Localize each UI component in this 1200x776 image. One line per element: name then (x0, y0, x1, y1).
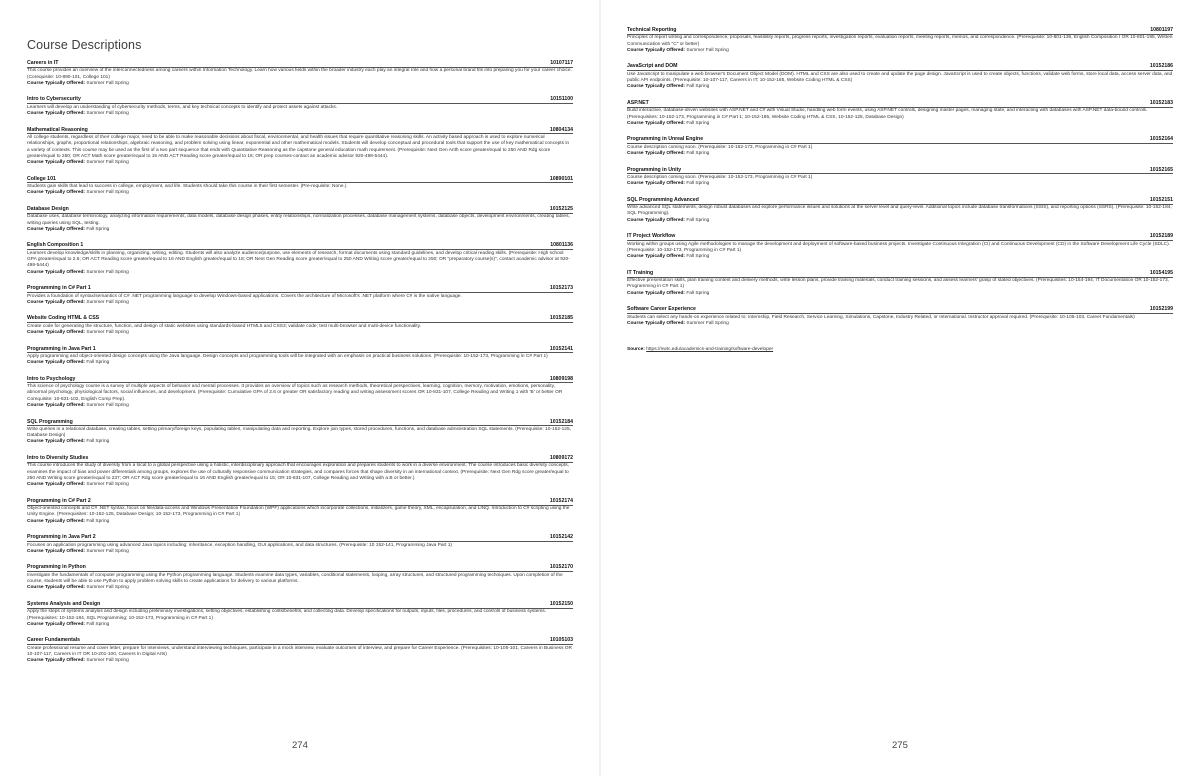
course-offered-line (27, 111, 573, 117)
course-code: 10804134 (549, 126, 573, 133)
course-entry (627, 197, 1173, 224)
course-header (27, 564, 573, 572)
course-offered-line (627, 151, 1173, 157)
source-label: Source: (627, 347, 645, 353)
course-title: College 101 (27, 175, 56, 182)
course-code: 10152150 (549, 600, 573, 607)
offered-label: Course Typically Offered: (627, 217, 686, 223)
course-offered-line (27, 403, 573, 409)
course-description: Students can select any hands-on experience related to: Internship, Field Research, Service Learning, Simulations, Capstone, Industry Related, or International. Instructor approval required. (Prerequisite: 10-105-103, Career Fundamentals) (627, 314, 1135, 320)
course-entry (627, 100, 1173, 127)
course-description: This course introduces the study of diversity from a local to a global perspective using a holistic, interdisciplinary approach that encourages exploration and prepares students to work in a diverse environment. The course introduces basic diversity concepts, examines the impact of bias and power differentials among groups, explores the use of culturally responsive communication strategies, and compares forces that shape diversity in an international context. (Prerequisite: Next Gen Rdg score greater/equal to 250 AND Writing score greater/equal to 237; OR ACT Rdg score greater/equal to 16 AND English greater/equal to 15; OR 10-831-107, College Reading and Writing with a B or better.) (27, 463, 569, 481)
course-code: 10801197 (1150, 27, 1173, 33)
course-header (627, 100, 1173, 108)
course-offered-line (27, 160, 573, 166)
course-offered-line (627, 48, 1173, 54)
offered-terms: Summer Fall Spring (86, 658, 129, 664)
course-offered-line (27, 519, 573, 525)
course-header (627, 27, 1173, 35)
course-header (627, 63, 1173, 71)
course-title: Programming in Python (27, 564, 86, 571)
course-title: Intro to Diversity Studies (27, 455, 89, 462)
course-description: Working within groups using Agile methodologies to manage the development and deployment of software-based business projects. Investigate Continuous Integration (CI) and Continuous Development (CD) in the Software Development Life Cycle (SDLC). (Prerequisite: 10-152-173, Programming in C# Part 1) (627, 241, 1171, 253)
offered-label: Course Typically Offered: (27, 658, 86, 664)
course-code: 10152142 (549, 534, 573, 541)
course-title: SQL Programming Advanced (627, 196, 699, 203)
course-code: 10152174 (549, 497, 573, 504)
page-number: 275 (892, 740, 908, 751)
course-code: 10801136 (550, 242, 573, 249)
course-offered-line (27, 439, 573, 445)
course-title: Programming in Java Part 1 (27, 345, 96, 352)
course-entry (27, 564, 573, 591)
offered-terms: Fall Spring (686, 254, 710, 260)
course-offered-line (27, 190, 573, 196)
course-code: 10154195 (1149, 269, 1173, 276)
course-description: All college students, regardless of their college major, need to be able to make reasonable decisions about fiscal, environmental, and health issues that require quantitative reasoning skills. An activity based approach is used to explore numerical relationships, graphs, proportional relationships, algebraic reasoning, and problem solving using linear, exponential and other mathematical models. Students will develop conceptual and procedural tools that support the use of key mathematical concepts in a variety of contexts. This course may be used as the first of a two part sequence that ends with Quantitative Reasoning as the capstone general education math requirement. (Prerequisite: Next Gen Arith score greater/equal to 250 AND Rdg score greater/equal to 250; OR ACT Math score greater/equal to 15 AND ACT Reading score greater/equal to 16; OR prep courses-contact an academic advisor 920-498-5444). (27, 134, 570, 159)
course-offered-line (627, 291, 1173, 297)
course-title: Programming in C# Part 2 (27, 497, 91, 504)
course-offered-line (627, 181, 1173, 187)
course-header (27, 419, 573, 427)
offered-label: Course Typically Offered: (627, 84, 686, 90)
course-entry (27, 419, 573, 446)
course-title: Mathematical Reasoning (27, 126, 88, 133)
offered-label: Course Typically Offered: (627, 181, 686, 187)
course-entry (27, 534, 573, 555)
course-offered-line (627, 84, 1173, 90)
course-code: 10105103 (549, 637, 573, 644)
offered-terms: Fall Spring (686, 217, 710, 223)
course-header (627, 233, 1173, 241)
course-title: SQL Programming (27, 418, 73, 425)
course-header (27, 176, 573, 184)
course-description: Apply the steps of systems analysis and design including preliminary investigations, setting objectives, establishing costs/benefits, and collecting data. Develop specifications for outputs, inputs, files, procedures, and controls of business systems. (Prerequisites: 10-152-184, SQL Programming; 10-152-173, Programming in C# Part 1) (27, 609, 547, 621)
course-offered-line (627, 218, 1173, 224)
course-title: Software Career Experience (627, 306, 696, 313)
course-title: Career Fundamentals (27, 637, 81, 644)
course-code: 10152125 (549, 205, 573, 212)
course-description: Database uses, database terminology, analyzing information requirements, data models, database design phases, entity relationships, normalization processes, database management systems, database objects, development environments, creating tables, writing queries using SQL, testing. (27, 214, 570, 226)
course-code: 10152164 (1149, 136, 1173, 143)
offered-terms: Summer Fall Spring (86, 190, 129, 196)
course-offered-line (27, 300, 573, 306)
course-code: 10152151 (1149, 196, 1173, 203)
offered-label: Course Typically Offered: (27, 548, 86, 554)
course-title: Programming in Unity (627, 166, 682, 173)
course-entry (627, 167, 1173, 188)
course-code: 10152184 (549, 418, 573, 425)
course-entry (27, 176, 573, 197)
offered-terms: Fall Spring (86, 621, 110, 627)
course-title: Programming in C# Part 1 (27, 285, 91, 292)
course-description: Students gain skills that lead to success in college, employment, and life. Students should take this course in their first semester. (Pre-requisite: None.) (27, 184, 347, 190)
offered-terms: Summer Fall Spring (86, 585, 129, 591)
course-entry (27, 315, 573, 336)
course-code: 10152165 (1149, 166, 1173, 173)
offered-label: Course Typically Offered: (27, 80, 86, 86)
course-header (627, 167, 1173, 175)
offered-terms: Summer Fall Spring (86, 269, 129, 275)
page-gutter (599, 0, 601, 776)
offered-terms: Fall Spring (686, 290, 710, 296)
course-description: Use JavaScript to manipulate a web browser's Document Object Model (DOM). HTML and CSS are also used to create and update the page design. JavaScript is used to create objects, functions, validate web forms, store local data, access server data, and public API endpoints. (Prerequisite: 10-107-117, Careers in IT; 10-152-185, Website Coding HTML & CSS) (627, 71, 1173, 84)
offered-label: Course Typically Offered: (27, 269, 86, 275)
offered-label: Course Typically Offered: (27, 160, 86, 166)
course-offered-line (27, 270, 573, 276)
offered-terms: Fall Spring (686, 151, 710, 157)
course-entry (27, 127, 573, 167)
source-line (627, 347, 1173, 353)
offered-label: Course Typically Offered: (27, 585, 86, 591)
offered-label: Course Typically Offered: (627, 320, 686, 326)
course-header (27, 206, 573, 214)
offered-label: Course Typically Offered: (627, 254, 686, 260)
page-number: 274 (292, 740, 308, 751)
course-header (27, 455, 573, 463)
course-entry (27, 60, 573, 87)
course-header (27, 498, 573, 506)
offered-terms: Summer Fall Spring (86, 482, 129, 488)
course-code: 10152199 (1149, 306, 1173, 313)
course-header (627, 197, 1173, 205)
course-offered-line (27, 330, 573, 336)
course-title: IT Training (627, 269, 654, 276)
course-description: Course description coming soon. (Prerequisite: 10-152-173, Programming in C# Part 1) (627, 174, 813, 180)
course-title: Systems Analysis and Design (27, 600, 101, 607)
course-code: 10152141 (549, 345, 573, 352)
course-title: Programming in Unreal Engine (627, 136, 704, 143)
offered-terms: Summer Fall Spring (86, 80, 129, 86)
course-header (27, 534, 573, 542)
course-title: Intro to Psychology (27, 375, 76, 382)
course-entry (627, 63, 1173, 90)
course-entry (27, 206, 573, 233)
course-entry (27, 498, 573, 525)
offered-terms: Summer Fall Spring (86, 329, 129, 335)
course-code: 10152186 (1149, 63, 1173, 70)
course-entry (27, 346, 573, 367)
offered-terms: Fall Spring (686, 84, 710, 90)
course-title: Careers in IT (27, 60, 59, 66)
course-code: 10809172 (549, 455, 573, 462)
course-entry (27, 376, 573, 409)
right-page (627, 0, 1173, 776)
offered-label: Course Typically Offered: (627, 151, 686, 157)
course-title: JavaScript and DOM (627, 63, 678, 70)
course-description: This science of psychology course is a survey of multiple aspects of behavior and mental processes. It provides an overview of topics such as research methods, theoretical perspectives, learning, cognition, memory, motivation, emotions, personality, abnormal psychology, physiological factors, social influences, and development. (Prerequisite: Cumulative GPA of 2.6 or greater OR satisfactory reading and writing assessment scores OR 10-831-107, College Reading and Writing 1 with 'B' or better OR Corequisite: 10-831-102, English Comp Prep). (27, 384, 563, 402)
course-offered-line (27, 227, 573, 233)
offered-label: Course Typically Offered: (627, 120, 686, 126)
offered-terms: Fall Spring (686, 181, 710, 187)
offered-label: Course Typically Offered: (27, 482, 86, 488)
course-list (27, 60, 573, 674)
left-page (27, 0, 573, 776)
course-entry (27, 637, 573, 664)
course-description: Learners develop knowledge/skills in planning, organizing, writing, editing. Students will also analyze audience/purpose, use elements of research, format documents using standard guidelines, and develop critical reading skills. (Prerequisite: High school GPA greater/equal to 2.6; OR ACT Reading score greater/equal to 16 AND English greater/equal to 18; OR Next Gen Reading score greater/equal to 250 AND Writing score greater/equal to 250; OR "preparatory course(s)", contact academic advisor at 920-498-5444) (27, 250, 570, 269)
course-header (627, 306, 1173, 314)
course-description: Provides a foundation of syntax/semantics of C# .NET programming language to develop Windows-based applications. Covers the architecture of Microsoft's .NET platform where C# is the native language. (27, 293, 462, 299)
source-link[interactable]: https://nwtc.edu/academics-and-training/software-developer (646, 347, 774, 353)
course-offered-line (627, 321, 1173, 327)
course-description: Apply programming and object-oriented design concepts using the Java language. Design concepts and programming tools will be integrated with an emphasis on practical business solutions. (Prerequisite: 10-152-173, Programming in C# Part 1) (27, 353, 548, 359)
course-code: 10152173 (549, 285, 573, 292)
course-title: Technical Reporting (627, 27, 677, 33)
course-title: Website Coding HTML & CSS (27, 315, 100, 322)
offered-label: Course Typically Offered: (27, 299, 86, 305)
course-code: 10809198 (549, 375, 573, 382)
course-header (27, 637, 573, 645)
course-title: Database Design (27, 205, 69, 212)
course-header (27, 346, 573, 354)
offered-label: Course Typically Offered: (27, 111, 86, 117)
course-header (27, 127, 573, 135)
offered-label: Course Typically Offered: (627, 47, 686, 53)
course-header (27, 376, 573, 384)
offered-terms: Summer Fall Spring (86, 402, 129, 408)
offered-terms: Fall Spring (86, 518, 110, 524)
course-entry (27, 96, 573, 117)
offered-label: Course Typically Offered: (627, 290, 686, 296)
course-header (27, 242, 573, 250)
course-offered-line (27, 622, 573, 628)
course-description: Learners will develop an understanding of cybersecurity methods, terms, and key technical concepts to identify and protect assets against attacks. (27, 104, 338, 110)
offered-terms: Fall Spring (86, 439, 110, 445)
course-description: Focuses on application programming using advanced Java topics including: inheritance, exception handling, GUI applications, and data structures. (Prerequisite: 10 152-141, Programming Java Part 1) (27, 542, 453, 548)
course-header (627, 270, 1173, 278)
course-description: Object-oriented concepts and C# .NET syntax, focus on file/data-access and Windows Presentation Foundation (WPF) applications which incorporate collections, initializers, game theory, XML, encapsulation, and LINQ. Introduction to C# scripting using the Unity Engine. (Prerequisites: 10-152-125, Database Design; 10-152-173, Programming in C# Part 1) (27, 506, 570, 518)
course-header (27, 96, 573, 104)
course-offered-line (627, 254, 1173, 260)
course-description: Write queries in a relational database, creating tables, setting primary/foreign keys, populating tables, manipulating data and reporting. Explore join types, stored procedures, functions, and database administration SQL statements. (Prerequisite: 10-152-125, Database Design) (27, 426, 571, 439)
course-entry (627, 270, 1173, 297)
course-header (27, 60, 573, 68)
offered-terms: Summer Fall Spring (86, 548, 129, 554)
course-entry (27, 242, 573, 275)
course-description: Create professional resume and cover letter, prepare for interviews, understand interviewing techniques, participate in a mock interview, evaluate outcomes of interview, and prepare for Career Experience. (Prerequisites: 10-105-101, Careers in Business OR 10-107-117, Careers in IT OR 10-201-100, Careers In Digital Arts) (27, 645, 572, 658)
course-entry (627, 27, 1173, 54)
offered-label: Course Typically Offered: (27, 190, 86, 196)
course-offered-line (627, 121, 1173, 127)
offered-terms: Summer Fall Spring (686, 320, 729, 326)
offered-label: Course Typically Offered: (27, 439, 86, 445)
offered-label: Course Typically Offered: (27, 621, 86, 627)
course-description: Investigate the fundamentals of computer programming using the Python programming language. Students examine data types, variables, conditional statements, looping, array structures, and structured programming techniques. Upon completion of the course, students will be able to use Python to apply problem solving skills to create applications for delivery to various platforms. (27, 572, 563, 585)
offered-label: Course Typically Offered: (27, 226, 86, 232)
offered-terms: Summer Fall Spring (686, 47, 729, 53)
course-description: This course provides an overview of the interconnectedness among careers within Information Technology. Learn how various fields within the broader industry each play an integral role and how a personal brand fits into preparing you for your career choice. (Corequisite: 10-890-101, College 101) (27, 68, 572, 80)
course-description: Create code for generating the structure, function, and design of static websites using standards-based HTML5 and CSS3; validate code; test multi-browser and multi-device functionality. (27, 323, 421, 329)
offered-terms: Summer Fall Spring (86, 160, 129, 166)
course-offered-line (27, 585, 573, 591)
course-title: ASP.NET (627, 99, 649, 106)
course-entry (627, 233, 1173, 260)
course-code: 10152183 (1149, 99, 1173, 106)
course-title: English Composition 1 (27, 242, 84, 249)
course-title: Programming in Java Part 2 (27, 534, 96, 541)
course-code: 10152185 (549, 315, 573, 322)
offered-terms: Summer Fall Spring (86, 299, 129, 305)
offered-terms: Fall Spring (86, 360, 110, 366)
offered-label: Course Typically Offered: (27, 329, 86, 335)
course-entry (27, 285, 573, 306)
course-code: 10152189 (1149, 233, 1173, 240)
offered-terms: Fall Spring (686, 120, 710, 126)
page-title: Course Descriptions (27, 38, 142, 52)
course-code: 10151100 (550, 96, 573, 103)
course-title: Intro to Cybersecurity (27, 96, 81, 103)
offered-terms: Fall Spring (86, 226, 110, 232)
course-code: 10152170 (549, 564, 573, 571)
course-offered-line (27, 360, 573, 366)
course-description: Write advanced SQL statements, design robust databases and explore performance issues and solutions at the server level and query-level. Additional topics include database transformations (SSIS), and reporting options (SSRS). (Prerequisite: 10-152-184, SQL Programming). (627, 205, 1172, 217)
course-entry (27, 601, 573, 628)
offered-label: Course Typically Offered: (27, 360, 86, 366)
course-header (627, 136, 1173, 144)
course-header (27, 601, 573, 609)
course-description: Course description coming soon. (Prerequisite: 10-152-173, Programming in C# Part 1) (627, 144, 813, 150)
course-description: Build interactive, database-driven websites with ASP.NET and C# with Visual Studio, handling web form events, using ASP.NET controls, designing master pages, managing state, and interacting with databases with ASP.NET data-bound controls. (Prerequisites: 10-152-173, Programming in C# Part 1; 10-152-185, Website Coding HTML & CSS, 10-152-125, Database Design) (627, 108, 1148, 120)
course-offered-line (27, 81, 573, 87)
course-code: 10890101 (549, 175, 573, 182)
course-offered-line (27, 658, 573, 664)
course-entry (27, 455, 573, 488)
course-title: IT Project Workflow (627, 233, 676, 240)
course-header (27, 315, 573, 323)
offered-label: Course Typically Offered: (27, 518, 86, 524)
course-description: Principles of report writing and correspondence, proposals, feasibility reports, progress reports, investigation reports, evaluation reports, meeting reports, memos, and correspondence. (Prerequisite: 10-801-136, English Composition I OR 10-801-195, Written Communication with "C" or better) (627, 35, 1173, 47)
offered-label: Course Typically Offered: (27, 402, 86, 408)
course-code: 10107117 (550, 60, 573, 66)
offered-terms: Summer Fall Spring (86, 111, 129, 117)
course-header (27, 285, 573, 293)
course-offered-line (27, 549, 573, 555)
course-offered-line (27, 482, 573, 488)
course-entry (627, 136, 1173, 157)
course-list (627, 27, 1173, 353)
course-entry (627, 306, 1173, 327)
course-description: Effective presentation skills, plan training content and delivery methods, write lesson plans, provide training materials, conduct training sessions, and assess learners' grasp of stated objectives. (Prerequisites: 10-154-194, IT Documentation OR 10-152-173, Programming in C# Part 1) (627, 278, 1170, 290)
